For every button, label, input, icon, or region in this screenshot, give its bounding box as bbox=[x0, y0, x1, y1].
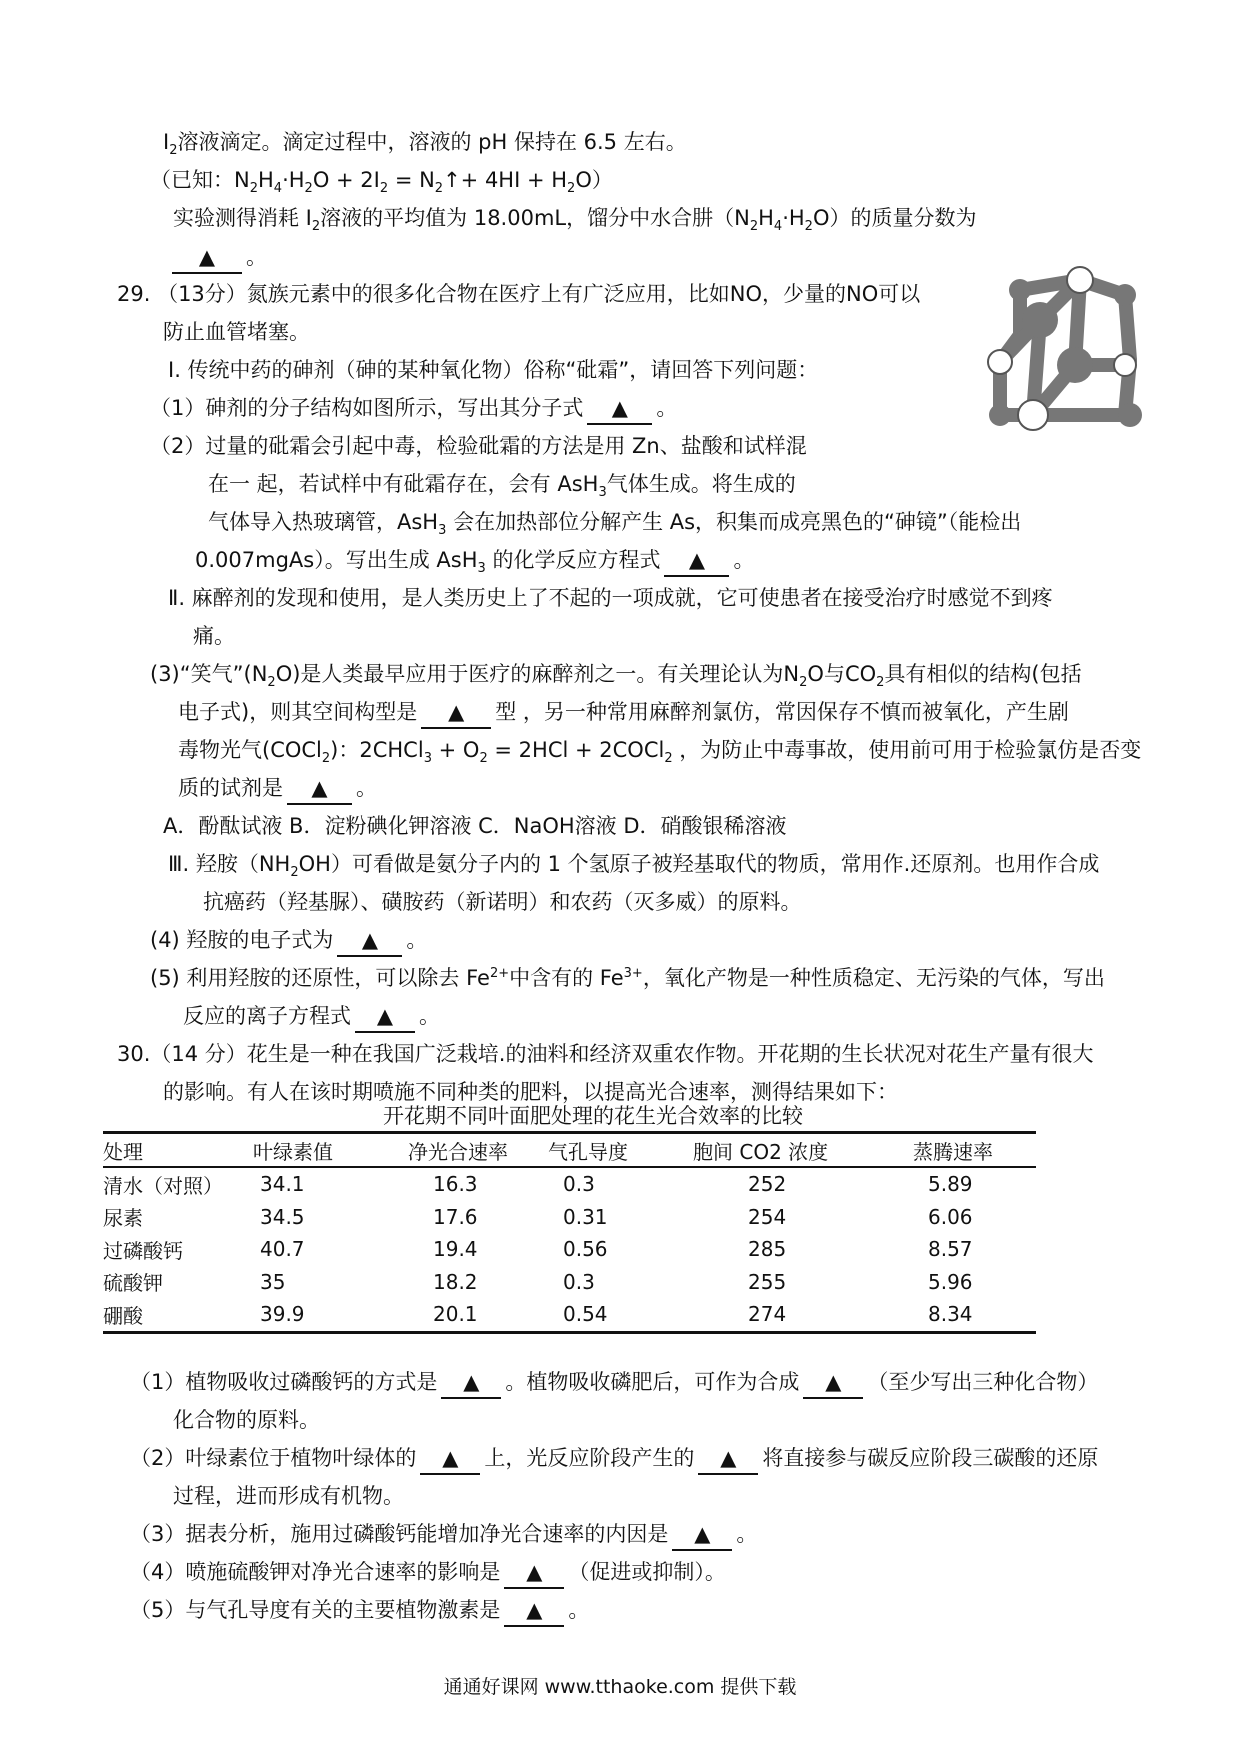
q29-sub-4: (4) 羟胺的电子式为 ▲ 。 bbox=[150, 925, 427, 957]
table-cell: 18.2 bbox=[433, 1269, 478, 1294]
answer-blank[interactable]: ▲ bbox=[698, 1443, 758, 1475]
q29-sub-2-line-1: （2）过量的砒霜会引起中毒，检验砒霜的方法是用 Zn、盐酸和试样混 bbox=[150, 434, 807, 458]
table-cell: 255 bbox=[748, 1269, 787, 1294]
q29-sub-5-line-2: 反应的离子方程式 ▲ 。 bbox=[183, 1001, 440, 1033]
table-cell: 清水（对照） bbox=[103, 1173, 223, 1198]
q29-options: A．酚酞试液 B．淀粉碘化钾溶液 C．NaOH溶液 D．硝酸银稀溶液 bbox=[163, 814, 787, 838]
table-cell: 16.3 bbox=[433, 1172, 478, 1197]
q30-sub-2-line-1: （2）叶绿素位于植物叶绿体的 ▲ 上，光反应阶段产生的 ▲ 将直接参与碳反应阶段三碳酸的还原 bbox=[130, 1443, 1098, 1475]
q29-part-2-line-2: 痛。 bbox=[193, 624, 235, 648]
table-cell: 17.6 bbox=[433, 1204, 478, 1229]
table-cell: 252 bbox=[748, 1172, 787, 1197]
q30-line-1: 30.（14 分）花生是一种在我国广泛栽培.的油料和经济双重农作物。开花期的生长状况对花生产量有很大 bbox=[117, 1042, 1094, 1066]
q29-line-1: 29. （13分）氮族元素中的很多化合物在医疗上有广泛应用，比如NO，少量的NO可以 bbox=[117, 282, 921, 306]
q30-sub-2-line-2: 过程，进而形成有机物。 bbox=[173, 1484, 404, 1508]
table-cell: 过磷酸钙 bbox=[103, 1238, 183, 1263]
table-cell: 34.5 bbox=[260, 1204, 305, 1229]
q29-sub-3-line-4: 质的试剂是 ▲ 。 bbox=[178, 773, 377, 805]
q29-line-2: 防止血管堵塞。 bbox=[163, 320, 310, 344]
answer-blank[interactable]: ▲ bbox=[504, 1557, 564, 1589]
table-cell: 40.7 bbox=[260, 1237, 305, 1262]
answer-blank[interactable]: ▲ bbox=[672, 1519, 732, 1551]
header-stomatal-conductance: 气孔导度 bbox=[538, 1133, 693, 1168]
answer-blank[interactable]: ▲ bbox=[587, 393, 652, 425]
q30-sub-4: （4）喷施硫酸钾对净光合速率的影响是 ▲ （促进或抑制）。 bbox=[130, 1557, 726, 1589]
answer-blank[interactable]: ▲ bbox=[172, 242, 242, 274]
table-cell: 硫酸钾 bbox=[103, 1271, 163, 1296]
table-cell: 尿素 bbox=[103, 1206, 143, 1231]
q28-line-3: 实验测得消耗 $I_2$溶液的平均值为 18.00mL，馏分中水合肼$(N_2H_4\cdot H_2O)$的质量分数为 bbox=[173, 206, 977, 235]
table-cell: 0.31 bbox=[563, 1204, 608, 1229]
q29-part-3-heading: Ⅲ. 羟胺$(NH_2OH)$可看做是氨分子内的 1 个氢原子被羟基取代的物质，常用作.还原剂。也用作合成 bbox=[168, 852, 1100, 881]
answer-blank[interactable]: ▲ bbox=[287, 773, 352, 805]
table-cell: 254 bbox=[748, 1204, 787, 1229]
table-row bbox=[103, 1167, 1036, 1201]
answer-blank[interactable]: ▲ bbox=[337, 925, 402, 957]
page-footer: 通通好课网 www.tthaoke.com 提供下载 bbox=[443, 1676, 797, 1698]
answer-blank[interactable]: ▲ bbox=[420, 1443, 480, 1475]
q30-sub-3: （3）据表分析，施用过磷酸钙能增加净光合速率的内因是 ▲ 。 bbox=[130, 1519, 757, 1551]
q30-sub-1-line-1: （1）植物吸收过磷酸钙的方式是 ▲ 。植物吸收磷肥后，可作为合成 ▲ （至少写出三种化合物） bbox=[130, 1367, 1098, 1399]
q28-known-equation: （已知：$N_2H_4\cdot H_2O + 2I_2$ = $N_2↑+ 4HI + H_2O$） bbox=[150, 168, 613, 197]
table-title: 开花期不同叶面肥处理的花生光合效率的比较 bbox=[383, 1104, 803, 1128]
table-cell: 35 bbox=[260, 1269, 286, 1294]
answer-blank[interactable]: ▲ bbox=[421, 697, 491, 729]
q29-sub-2-line-4: 0.007mgAs）。写出生成 AsH$_3$ 的化学反应方程式 ▲ 。 bbox=[195, 545, 754, 577]
table-cell: 0.54 bbox=[538, 1298, 693, 1332]
answer-blank[interactable]: ▲ bbox=[664, 545, 729, 577]
q28-answer-line: ▲ 。 bbox=[168, 242, 267, 274]
q29-sub-3-line-2: 电子式)，则其空间构型是 ▲ 型 ，另一种常用麻醉剂氯仿，常因保存不慎而被氧化，产生剧 bbox=[178, 697, 1069, 729]
answer-blank[interactable]: ▲ bbox=[441, 1367, 501, 1399]
answer-blank[interactable]: ▲ bbox=[355, 1001, 415, 1033]
table-cell: 5.96 bbox=[928, 1269, 973, 1294]
header-chlorophyll: 叶绿素值 bbox=[238, 1133, 388, 1168]
header-intercellular-co2: 胞间 CO2 浓度 bbox=[693, 1133, 883, 1168]
header-transpiration: 蒸腾速率 bbox=[883, 1133, 1036, 1168]
table-row bbox=[103, 1266, 1036, 1299]
table-row bbox=[103, 1233, 1036, 1266]
photosynthesis-data-table bbox=[103, 1131, 1036, 1334]
q29-sub-1: （1）砷剂的分子结构如图所示，写出其分子式 ▲ 。 bbox=[150, 393, 677, 425]
table-cell: 6.06 bbox=[928, 1204, 973, 1229]
table-cell: 39.9 bbox=[238, 1298, 388, 1332]
arsenic-oxide-molecule-diagram bbox=[985, 265, 1145, 440]
q30-line-2: 的影响。有人在该时期喷施不同种类的肥料，以提高光合速率，测得结果如下： bbox=[163, 1080, 898, 1104]
table-cell: 8.57 bbox=[928, 1237, 973, 1262]
header-treatment: 处理 bbox=[103, 1133, 238, 1168]
table-cell: 20.1 bbox=[388, 1298, 538, 1332]
table-cell: 0.56 bbox=[563, 1237, 608, 1262]
q29-part-1-heading: Ⅰ. 传统中药的砷剂（砷的某种氧化物）俗称“砒霜”，请回答下列问题： bbox=[168, 358, 819, 382]
table-cell: 5.89 bbox=[928, 1172, 973, 1197]
q29-sub-5-line-1: (5) 利用羟胺的还原性，可以除去 $Fe^{2+}$中含有的 $Fe^{3+}$，氧化产物是一种性质稳定、无污染的气体，写出 bbox=[150, 966, 1105, 990]
q28-line-1: $I_2$溶液滴定。滴定过程中，溶液的 pH 保持在 6.5 左右。 bbox=[163, 130, 687, 159]
q29-part-2-heading: Ⅱ. 麻醉剂的发现和使用，是人类历史上了不起的一项成就，它可使患者在接受治疗时感觉不到疼 bbox=[168, 586, 1053, 610]
table-cell: 19.4 bbox=[433, 1237, 478, 1262]
table-header-row bbox=[103, 1133, 1036, 1168]
table-cell: 硼酸 bbox=[103, 1298, 238, 1332]
answer-blank[interactable]: ▲ bbox=[504, 1595, 564, 1627]
q29-sub-2-line-2: 在一 起，若试样中有砒霜存在，会有 AsH$_3$气体生成。将生成的 bbox=[208, 472, 796, 501]
q29-sub-2-line-3: 气体导入热玻璃管，AsH$_3$ 会在加热部位分解产生 As，积集而成亮黑色的“砷镜”（能检出 bbox=[208, 510, 1022, 539]
q29-part-3-line-2: 抗癌药（羟基脲）、磺胺药（新诺明）和农药（灭多威）的原料。 bbox=[203, 890, 802, 914]
q29-sub-3-line-3: 毒物光气(COCl$_2$)：2CHCl$_3$ + $O_2 = 2HCl$ + 2COCl$_2$ ，为防止中毒事故，使用前可用于检验氯仿是否变 bbox=[178, 738, 1142, 767]
table-cell: 274 bbox=[693, 1298, 883, 1332]
table-cell: 8.34 bbox=[883, 1298, 1036, 1332]
table-cell: 0.3 bbox=[563, 1269, 595, 1294]
table-cell: 34.1 bbox=[260, 1172, 305, 1197]
answer-blank[interactable]: ▲ bbox=[803, 1367, 863, 1399]
q29-sub-3-line-1: (3)“笑气$”(N_2O)$是人类最早应用于医疗的麻醉剂之一。有关理论认为$N_2O$与$CO_2$具有相似的结构(包括 bbox=[150, 662, 1082, 691]
header-net-photosynthesis: 净光合速率 bbox=[388, 1133, 538, 1168]
table-cell: 0.3 bbox=[563, 1172, 595, 1197]
q30-sub-5: （5）与气孔导度有关的主要植物激素是 ▲ 。 bbox=[130, 1595, 589, 1627]
table-row bbox=[103, 1201, 1036, 1234]
q30-sub-1-line-2: 化合物的原料。 bbox=[173, 1408, 320, 1432]
table-row bbox=[103, 1298, 1036, 1332]
table-cell: 285 bbox=[748, 1237, 787, 1262]
